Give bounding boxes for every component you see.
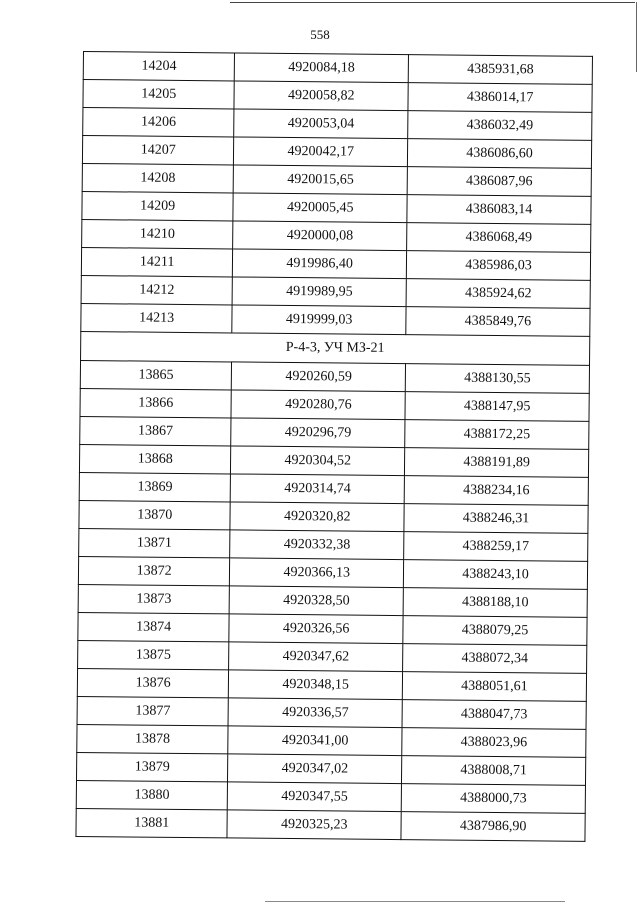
point-number-cell: 14209 (82, 191, 234, 220)
point-number-cell: 13881 (76, 808, 228, 837)
point-number-cell: 14210 (82, 219, 234, 248)
coordinates-table (75, 51, 593, 842)
point-number-cell: 13869 (79, 472, 231, 501)
y-coordinate-cell: 4388047,73 (402, 700, 586, 730)
y-coordinate-cell: 4388051,61 (402, 672, 586, 702)
x-coordinate-cell: 4920347,02 (228, 754, 402, 784)
y-coordinate-cell: 4388147,95 (405, 392, 589, 422)
point-number-cell: 13871 (79, 528, 231, 557)
y-coordinate-cell: 4388246,31 (404, 504, 588, 534)
x-coordinate-cell: 4920053,04 (234, 109, 408, 139)
point-number-cell: 13868 (79, 444, 231, 473)
point-number-cell: 14213 (81, 303, 233, 332)
x-coordinate-cell: 4920328,50 (229, 586, 403, 616)
x-coordinate-cell: 4920366,13 (230, 558, 404, 588)
x-coordinate-cell: 4920015,65 (234, 165, 408, 195)
x-coordinate-cell: 4919999,03 (232, 305, 406, 335)
y-coordinate-cell: 4385986,03 (406, 251, 590, 281)
y-coordinate-cell: 4386087,96 (407, 167, 591, 197)
x-coordinate-cell: 4919986,40 (233, 249, 407, 279)
point-number-cell: 14212 (81, 275, 233, 304)
x-coordinate-cell: 4920260,59 (232, 362, 406, 392)
x-coordinate-cell: 4920314,74 (231, 474, 405, 504)
scan-edge-top (230, 2, 635, 3)
x-coordinate-cell: 4920084,18 (235, 53, 409, 83)
x-coordinate-cell: 4920280,76 (231, 390, 405, 420)
y-coordinate-cell: 4388234,16 (404, 476, 588, 506)
point-number-cell: 13880 (76, 780, 228, 809)
x-coordinate-cell: 4920348,15 (229, 670, 403, 700)
x-coordinate-cell: 4920058,82 (234, 81, 408, 111)
x-coordinate-cell: 4920304,52 (231, 446, 405, 476)
y-coordinate-cell: 4388130,55 (405, 364, 589, 394)
point-number-cell: 13878 (77, 724, 229, 753)
y-coordinate-cell: 4386032,49 (408, 111, 592, 141)
point-number-cell: 14207 (82, 136, 234, 165)
point-number-cell: 13870 (79, 500, 231, 529)
y-coordinate-cell: 4386086,60 (407, 139, 591, 169)
x-coordinate-cell: 4920320,82 (230, 502, 404, 532)
coordinates-table-body (76, 52, 593, 842)
point-number-cell: 14208 (82, 163, 234, 192)
x-coordinate-cell: 4920325,23 (227, 810, 401, 840)
y-coordinate-cell: 4385924,62 (406, 279, 590, 309)
point-number-cell: 13866 (80, 388, 232, 417)
point-number-cell: 13867 (80, 416, 232, 445)
y-coordinate-cell: 4388259,17 (404, 532, 588, 562)
point-number-cell: 14204 (83, 52, 235, 81)
y-coordinate-cell: 4388072,34 (403, 644, 587, 674)
y-coordinate-cell: 4388079,25 (403, 616, 587, 646)
x-coordinate-cell: 4920326,56 (229, 614, 403, 644)
point-number-cell: 14205 (83, 80, 235, 109)
y-coordinate-cell: 4388008,71 (402, 756, 586, 786)
x-coordinate-cell: 4920332,38 (230, 530, 404, 560)
y-coordinate-cell: 4386068,49 (407, 223, 591, 253)
x-coordinate-cell: 4920336,57 (228, 698, 402, 728)
y-coordinate-cell: 4388000,73 (401, 784, 585, 814)
section-heading: Р-4-3, УЧ МЗ-21 (81, 331, 590, 365)
x-coordinate-cell: 4920341,00 (228, 726, 402, 756)
point-number-cell: 13876 (77, 668, 229, 697)
y-coordinate-cell: 4388188,10 (403, 588, 587, 618)
y-coordinate-cell: 4388023,96 (402, 728, 586, 758)
y-coordinate-cell: 4386083,14 (407, 195, 591, 225)
y-coordinate-cell: 4387986,90 (401, 812, 585, 842)
y-coordinate-cell: 4385849,76 (406, 307, 590, 337)
point-number-cell: 13874 (78, 612, 230, 641)
x-coordinate-cell: 4919989,95 (232, 277, 406, 307)
table-row (76, 808, 585, 841)
point-number-cell: 13877 (77, 696, 229, 725)
y-coordinate-cell: 4385931,68 (408, 55, 592, 85)
point-number-cell: 13875 (78, 640, 230, 669)
x-coordinate-cell: 4920347,55 (228, 782, 402, 812)
y-coordinate-cell: 4388243,10 (403, 560, 587, 590)
y-coordinate-cell: 4388172,25 (405, 420, 589, 450)
x-coordinate-cell: 4920000,08 (233, 221, 407, 251)
point-number-cell: 14206 (83, 108, 235, 137)
x-coordinate-cell: 4920042,17 (234, 137, 408, 167)
point-number-cell: 13865 (80, 360, 232, 389)
point-number-cell: 13872 (78, 556, 230, 585)
point-number-cell: 14211 (81, 247, 233, 276)
point-number-cell: 13873 (78, 584, 230, 613)
y-coordinate-cell: 4388191,89 (405, 448, 589, 478)
scan-edge-bottom (265, 901, 565, 902)
x-coordinate-cell: 4920005,45 (233, 193, 407, 223)
point-number-cell: 13879 (76, 752, 228, 781)
page-number: 558 (310, 27, 330, 42)
y-coordinate-cell: 4386014,17 (408, 83, 592, 113)
x-coordinate-cell: 4920347,62 (229, 642, 403, 672)
x-coordinate-cell: 4920296,79 (231, 418, 405, 448)
